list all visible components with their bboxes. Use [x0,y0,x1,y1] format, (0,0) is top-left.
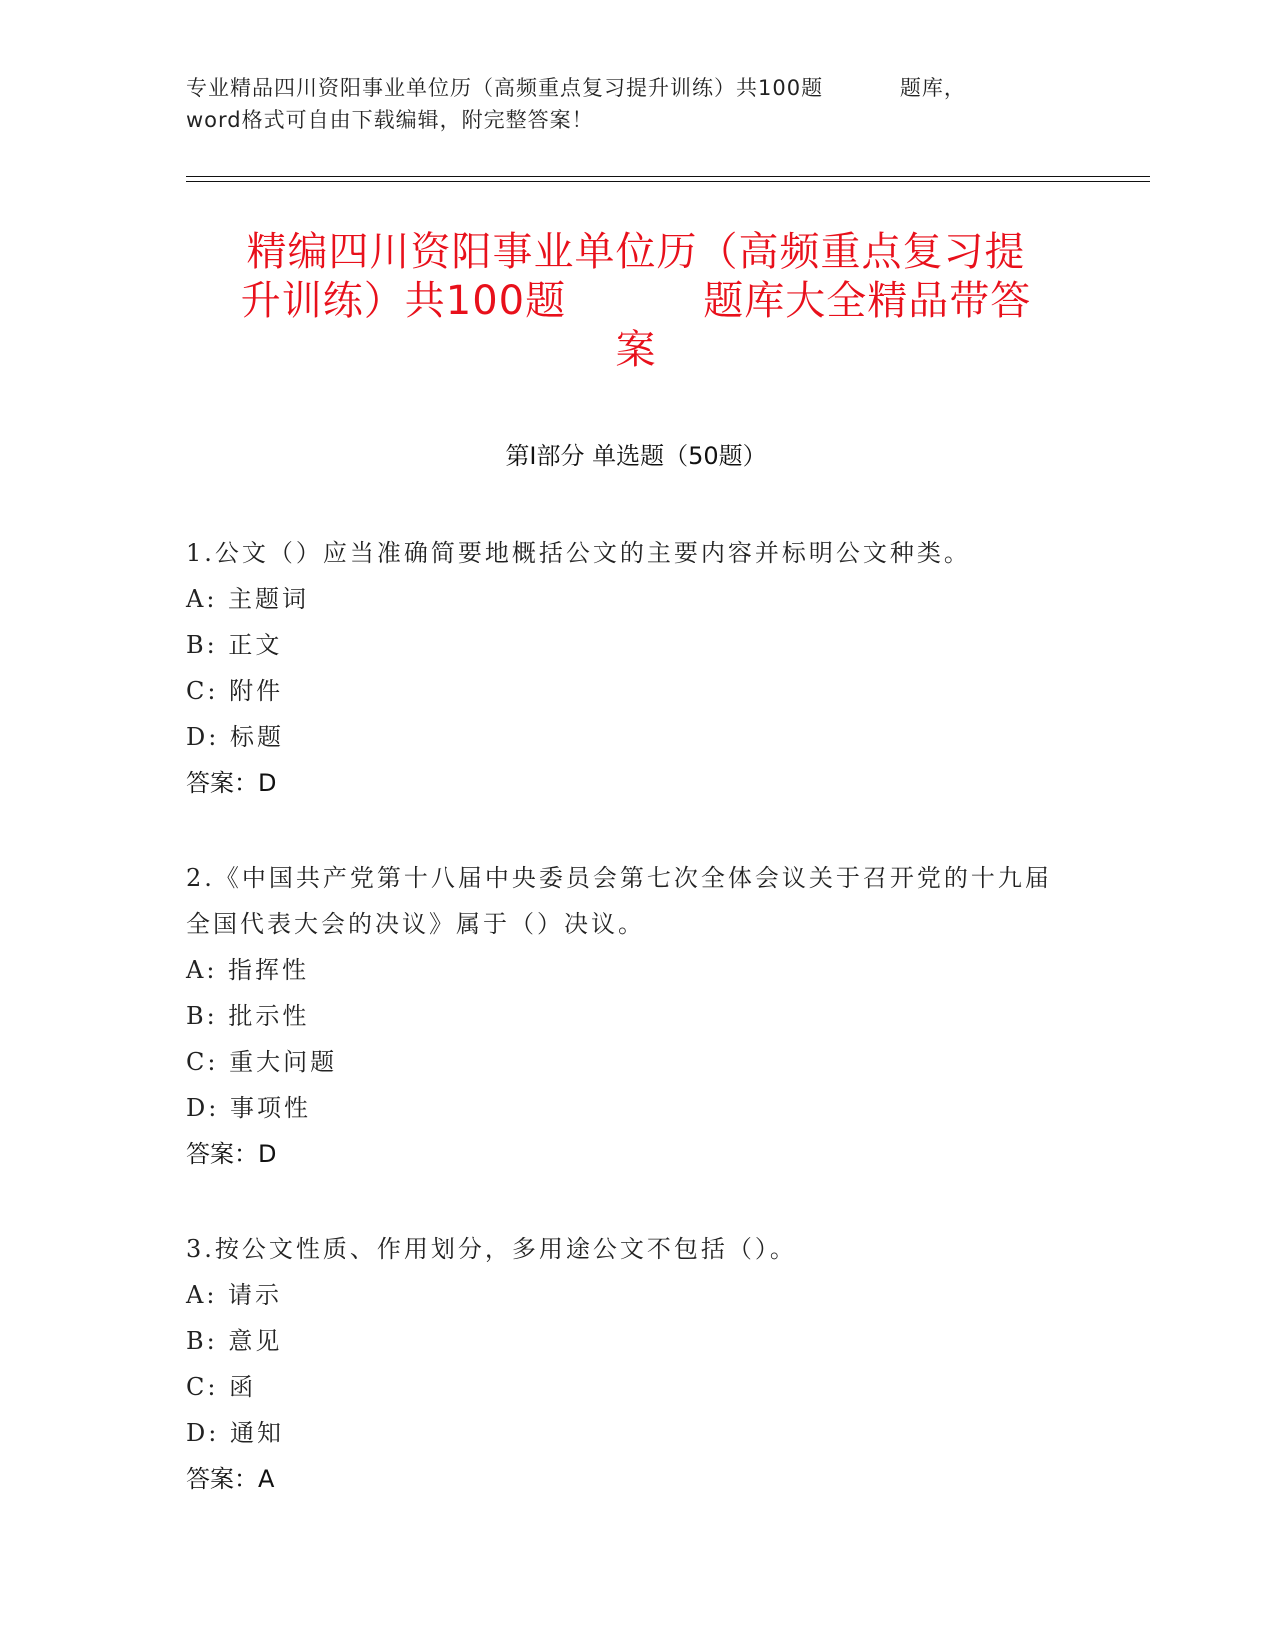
title-line-1: 精编四川资阳事业单位历（高频重点复习提 [246,229,1026,275]
option-c: C: 附件 [186,677,284,705]
option-c: C: 函 [186,1373,257,1401]
option-c: C: 重大问题 [186,1048,338,1076]
question-stem: 2.《中国共产党第十八届中央委员会第七次全体会议关于召开党的十九届全国代表大会的决议》属于（）决议。 [186,864,1052,938]
answer-text: 答案：A [186,1465,275,1493]
question-list [186,530,1066,1551]
document-header [186,72,1066,136]
title-line-3: 案 [615,327,657,373]
option-a: A: 指挥性 [186,956,310,984]
option-b: B: 批示性 [186,1002,310,1030]
section-heading: 第Ⅰ部分 单选题（50题） [505,442,767,470]
option-d: D: 标题 [186,723,284,751]
title-line-2: 升训练）共100题 题库大全精品带答 [240,278,1032,324]
question-stem: 1.公文（）应当准确简要地概括公文的主要内容并标明公文种类。 [186,539,971,567]
answer-text: 答案：D [186,769,277,797]
option-b: B: 意见 [186,1327,283,1355]
question-stem: 3.按公文性质、作用划分，多用途公文不包括（）。 [186,1235,797,1263]
header-line-2: word格式可自由下载编辑，附完整答案！ [186,108,594,132]
question-3 [186,1226,1066,1502]
header-divider-top [186,176,1150,177]
option-d: D: 通知 [186,1419,284,1447]
option-a: A: 请示 [186,1281,283,1309]
option-b: B: 正文 [186,631,283,659]
question-1 [186,530,1066,806]
header-line-1: 专业精品四川资阳事业单位历（高频重点复习提升训练）共100题 题库， [186,76,966,100]
document-title [186,228,1086,375]
header-divider-bottom [186,181,1150,182]
option-a: A: 主题词 [186,585,310,613]
question-2 [186,855,1066,1177]
option-d: D: 事项性 [186,1094,311,1122]
answer-text: 答案：D [186,1140,277,1168]
